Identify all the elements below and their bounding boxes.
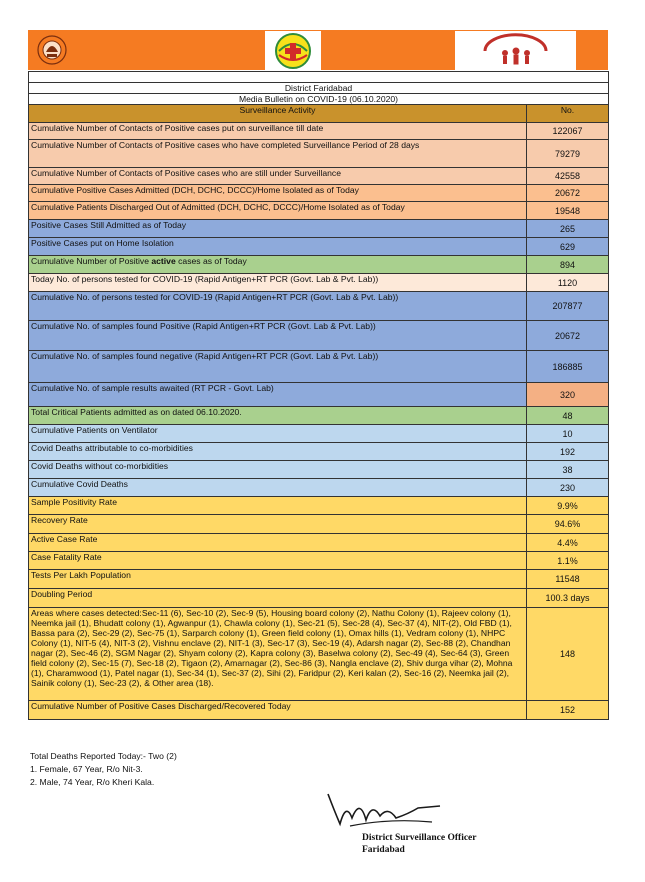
- row-label: Cumulative No. of persons tested for COVID-19 (Rapid Antigen+RT PCR (Govt. Lab & Pvt. Lab)): [29, 292, 527, 321]
- row-label: Covid Deaths attributable to co-morbidities: [29, 443, 527, 461]
- death-record: 2. Male, 74 Year, R/o Kheri Kala.: [30, 777, 155, 787]
- areas-detected-text: Areas where cases detected:Sec-11 (6), Sec-10 (2), Sec-9 (5), Housing board colony (2), Nathu Colony (1), Rajeev colony (1), Neemka jail (1), Bhudatt colony (1), Agwanpur (1), Chawla colony (1), Sec-21 (5), Sec-28 (4), Sec-37 (4), NIT-(2), Old FBD (1), Bassa para (2), Sec-29 (2), Sec-75 (1), Sarparch colony (1), Green field colony (1), Omax hills (1), Vedram colony (1), NHPC Colony (1), NIT-5 (4), NIT-3 (2), Vishnu enclave (2), NIT-1 (3), Sec-17 (3), Sec-19 (4), Adarsh nagar (2), Sec-88 (2), Chandhan nagar (2), Sec-46 (2), SGM Nagar (2), Shyam colony (2), Kapra colony (3), Baselwa colony (2), Sec-49 (4), Sec-64 (3), Green field colony (2), Sec-15 (7), Sec-18 (2), Tigaon (2), Amarnagar (2), Sec-86 (3), Nangla enclave (2), Shiv durga vihar (2), Mohna (1), Charamwood (1), Patel nagar (1), Sec-34 (1), Sec-37 (2), Sihi (2), Faridpur (2), Keri kalan (2), Sec-16 (2), Neemka jail (2), Sainik colony (1), Sec-23 (2), & Other area (18).: [29, 608, 527, 701]
- row-label: Cumulative Covid Deaths: [29, 479, 527, 497]
- row-value: 38: [527, 461, 609, 479]
- col-header-no: No.: [527, 105, 609, 123]
- row-label: Positive Cases Still Admitted as of Today: [29, 220, 527, 238]
- row-value: 1.1%: [527, 552, 609, 570]
- blank-row: [29, 72, 609, 83]
- row-label: Active Case Rate: [29, 534, 527, 552]
- row-value: 152: [527, 701, 609, 720]
- row-label: Sample Positivity Rate: [29, 497, 527, 515]
- row-label: Cumulative No. of samples found Positive (Rapid Antigen+RT PCR (Govt. Lab & Pvt. Lab)): [29, 321, 527, 351]
- row-value: 20672: [527, 321, 609, 351]
- row-value: 100.3 days: [527, 589, 609, 608]
- row-label: Covid Deaths without co-morbidities: [29, 461, 527, 479]
- row-value: 94.6%: [527, 515, 609, 534]
- row-label: [29, 256, 527, 274]
- row-label: Today No. of persons tested for COVID-19 (Rapid Antigen+RT PCR (Govt. Lab & Pvt. Lab)): [29, 274, 527, 292]
- signature-icon: [320, 788, 450, 832]
- row-value: 42558: [527, 168, 609, 185]
- row-value: 4.4%: [527, 534, 609, 552]
- row-value: 1120: [527, 274, 609, 292]
- row-value: 79279: [527, 140, 609, 168]
- officer-place: Faridabad: [362, 845, 405, 855]
- row-label: Cumulative Patients on Ventilator: [29, 425, 527, 443]
- row-label: Recovery Rate: [29, 515, 527, 534]
- row-value: 320: [527, 383, 609, 407]
- row-value: 10: [527, 425, 609, 443]
- row-value: 230: [527, 479, 609, 497]
- row-label: Cumulative Positive Cases Admitted (DCH, DCHC, DCCC)/Home Isolated as of Today: [29, 185, 527, 202]
- row-value: 48: [527, 407, 609, 425]
- signatory-block: [362, 832, 477, 856]
- row-label-post: cases as of Today: [175, 256, 247, 266]
- row-value: 265: [527, 220, 609, 238]
- row-label: Cumulative Number of Contacts of Positive cases who are still under Surveillance: [29, 168, 527, 185]
- row-value: 894: [527, 256, 609, 274]
- row-value: 20672: [527, 185, 609, 202]
- health-logo-icon: [265, 31, 321, 71]
- row-value: 9.9%: [527, 497, 609, 515]
- row-label: Cumulative No. of samples found negative (Rapid Antigen+RT PCR (Govt. Lab & Pvt. Lab)): [29, 351, 527, 383]
- row-label: Positive Cases put on Home Isolation: [29, 238, 527, 256]
- row-value: 192: [527, 443, 609, 461]
- row-value: 148: [527, 608, 609, 701]
- row-label: Total Critical Patients admitted as on dated 06.10.2020.: [29, 407, 527, 425]
- death-record: 1. Female, 67 Year, R/o Nit-3.: [30, 764, 143, 774]
- row-label: Cumulative Patients Discharged Out of Admitted (DCH, DCHC, DCCC)/Home Isolated as of Today: [29, 202, 527, 220]
- row-label: Doubling Period: [29, 589, 527, 608]
- col-header-activity: Surveillance Activity: [29, 105, 527, 123]
- officer-title: District Surveillance Officer: [362, 833, 477, 843]
- row-value: 186885: [527, 351, 609, 383]
- row-label: Cumulative No. of sample results awaited (RT PCR - Govt. Lab): [29, 383, 527, 407]
- row-label: Cumulative Number of Contacts of Positive cases who have completed Surveillance Period of 28 days: [29, 140, 527, 168]
- row-label: Case Fatality Rate: [29, 552, 527, 570]
- district-title: District Faridabad: [29, 83, 609, 94]
- row-label-bold: active: [151, 256, 176, 266]
- row-value: 122067: [527, 123, 609, 140]
- surveillance-table: [28, 71, 609, 720]
- row-value: 207877: [527, 292, 609, 321]
- row-label: Cumulative Number of Contacts of Positive cases put on surveillance till date: [29, 123, 527, 140]
- haryana-emblem-icon: [28, 30, 80, 70]
- row-label: Tests Per Lakh Population: [29, 570, 527, 589]
- bulletin-title: Media Bulletin on COVID-19 (06.10.2020): [29, 94, 609, 105]
- row-value: 19548: [527, 202, 609, 220]
- row-value: 629: [527, 238, 609, 256]
- deaths-today: Total Deaths Reported Today:- Two (2): [30, 751, 177, 761]
- death-notes: [30, 750, 177, 789]
- row-label: Cumulative Number of Positive Cases Discharged/Recovered Today: [29, 701, 527, 720]
- row-label-pre: Cumulative Number of Positive: [31, 256, 152, 266]
- row-value: 11548: [527, 570, 609, 589]
- national-health-mission-logo-icon: [455, 31, 576, 71]
